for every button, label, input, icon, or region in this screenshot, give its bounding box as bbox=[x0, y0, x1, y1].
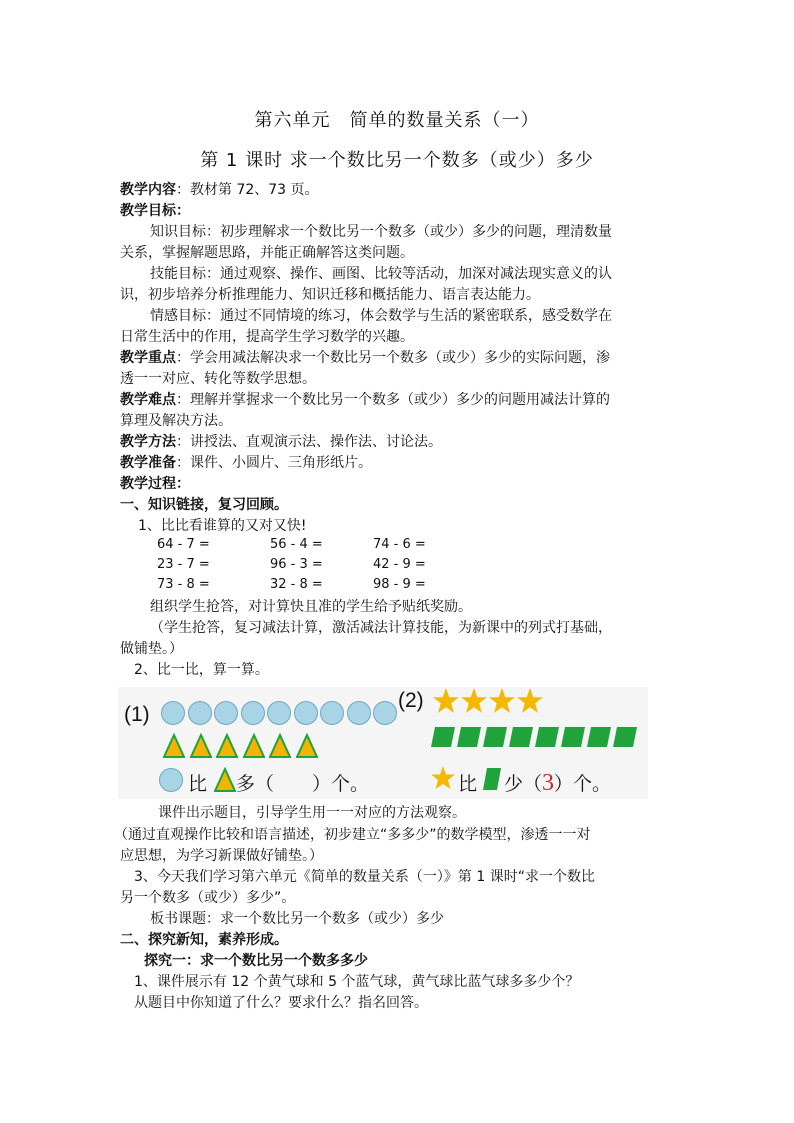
circle-icon bbox=[213, 700, 239, 726]
goal-skill: 技能目标：通过观察、操作、画图、比较等活动，加深对减法现实意义的认 bbox=[150, 266, 612, 282]
calc-3-3: 98 - 9 = bbox=[373, 577, 426, 592]
calc-3-1: 73 - 8 = bbox=[157, 577, 210, 592]
block-icon bbox=[456, 726, 482, 748]
goals-heading: 教学目标： bbox=[120, 203, 190, 219]
comparison-figure bbox=[118, 687, 648, 799]
circle-icon bbox=[346, 700, 372, 726]
part1-more-text: 多（ ）个。 bbox=[236, 773, 370, 795]
circle-icon bbox=[266, 700, 292, 726]
part2-less-text: 少（3）个。 bbox=[504, 770, 612, 796]
section2-heading: 二、探究新知，素养形成。 bbox=[120, 932, 288, 948]
circle-icon bbox=[372, 700, 398, 726]
calc-1-1: 64 - 7 = bbox=[157, 537, 210, 552]
preparation: 教学准备：课件、小圆片、三角形纸片。 bbox=[120, 455, 372, 471]
unit-title: 第六单元 简单的数量关系（一） bbox=[254, 110, 540, 131]
part2-answer: 3 bbox=[542, 770, 555, 796]
calc-2-2: 96 - 3 = bbox=[270, 557, 323, 572]
part2-compare-word: 比 bbox=[458, 773, 478, 795]
block-icon bbox=[534, 726, 560, 748]
circle-icon bbox=[158, 767, 184, 793]
goal-knowledge: 知识目标：初步理解求一个数比另一个数多（或少）多少的问题，理清数量 bbox=[150, 224, 612, 240]
part1-label: (1) bbox=[124, 703, 150, 726]
item3-cont: 另一个数多（或少）多少”。 bbox=[120, 890, 296, 906]
process-heading: 教学过程： bbox=[120, 476, 190, 492]
star-icon bbox=[516, 687, 544, 715]
explore-heading: 探究一：求一个数比另一个数多多少 bbox=[144, 953, 368, 969]
organize-line: 组织学生抢答，对计算快且准的学生给予贴纸奖励。 bbox=[150, 599, 472, 615]
triangle-icon bbox=[269, 733, 291, 759]
part2-label: (2) bbox=[398, 689, 424, 712]
section2-item1: 1、课件展示有 12 个黄气球和 5 个蓝气球，黄气球比蓝气球多多少个？ bbox=[134, 974, 580, 990]
calc-1-2: 56 - 4 = bbox=[270, 537, 323, 552]
section1-heading: 一、知识链接，复习回顾。 bbox=[120, 497, 288, 513]
goal-emotion: 情感目标：通过不同情境的练习，体会数学与生活的紧密联系，感受数学在 bbox=[150, 308, 612, 324]
section1-item1: 1、比比看谁算的又对又快! bbox=[138, 518, 307, 534]
methods: 教学方法：讲授法、直观演示法、操作法、讨论法。 bbox=[120, 434, 442, 450]
after-note-cont: 应思想，为学习新课做好铺垫。） bbox=[120, 848, 323, 864]
goal-knowledge-cont: 关系，掌握解题思路，并能正确解答这类问题。 bbox=[120, 245, 414, 261]
difficulty: 教学难点：理解并掌握求一个数比另一个数多（或少）多少的问题用减法计算的 bbox=[120, 392, 610, 408]
star-icon bbox=[460, 687, 488, 715]
after-note: （通过直观操作比较和语言描述，初步建立“多多少”的数学模型，渗透一一对 bbox=[114, 827, 591, 843]
note1: （学生抢答，复习减法计算，激活减法计算技能，为新课中的列式打基础， bbox=[150, 620, 612, 636]
triangle-icon bbox=[243, 733, 265, 759]
block-icon bbox=[430, 726, 456, 748]
circle-icon bbox=[160, 700, 186, 726]
key-point-cont: 透一一对应、转化等数学思想。 bbox=[120, 371, 316, 387]
lesson-title: 第 1 课时 求一个数比另一个数多（或少）多少 bbox=[200, 150, 594, 171]
triangle-icon bbox=[214, 767, 236, 793]
section1-item2: 2、比一比，算一算。 bbox=[134, 662, 269, 678]
star-icon bbox=[488, 687, 516, 715]
triangle-icon bbox=[163, 733, 185, 759]
circle-icon bbox=[187, 700, 213, 726]
circle-icon bbox=[293, 700, 319, 726]
goal-emotion-cont: 日常生活中的作用，提高学生学习数学的兴趣。 bbox=[120, 329, 414, 345]
star-icon bbox=[430, 765, 456, 791]
triangle-icon bbox=[190, 733, 212, 759]
circle-icon bbox=[240, 700, 266, 726]
goal-skill-cont: 识，初步培养分析推理能力、知识迁移和概括能力、语言表达能力。 bbox=[120, 287, 540, 303]
triangle-icon bbox=[296, 733, 318, 759]
part1-compare-word: 比 bbox=[188, 773, 208, 795]
section2-ask: 从题目中你知道了什么？要求什么？指名回答。 bbox=[134, 995, 428, 1011]
block-icon bbox=[482, 767, 502, 791]
key-point: 教学重点：学会用减法解决求一个数比另一个数多（或少）多少的实际问题，渗 bbox=[120, 350, 610, 366]
block-icon bbox=[612, 726, 638, 748]
star-icon bbox=[432, 687, 460, 715]
content-line: 教学内容：教材第 72、73 页。 bbox=[120, 182, 319, 198]
calc-1-3: 74 - 6 = bbox=[373, 537, 426, 552]
item3: 3、今天我们学习第六单元《简单的数量关系（一）》第 1 课时“求一个数比 bbox=[134, 869, 595, 885]
calc-2-1: 23 - 7 = bbox=[157, 557, 210, 572]
board-title: 板书课题：求一个数比另一个数多（或少）多少 bbox=[150, 911, 444, 927]
block-icon bbox=[508, 726, 534, 748]
note1-cont: 做铺垫。） bbox=[120, 641, 183, 657]
calc-3-2: 32 - 8 = bbox=[270, 577, 323, 592]
block-icon bbox=[560, 726, 586, 748]
difficulty-cont: 算理及解决方法。 bbox=[120, 413, 232, 429]
calc-2-3: 42 - 9 = bbox=[373, 557, 426, 572]
after-line1: 课件出示题目，引导学生用一一对应的方法观察。 bbox=[158, 805, 466, 821]
block-icon bbox=[586, 726, 612, 748]
circle-icon bbox=[319, 700, 345, 726]
block-icon bbox=[482, 726, 508, 748]
triangle-icon bbox=[216, 733, 238, 759]
